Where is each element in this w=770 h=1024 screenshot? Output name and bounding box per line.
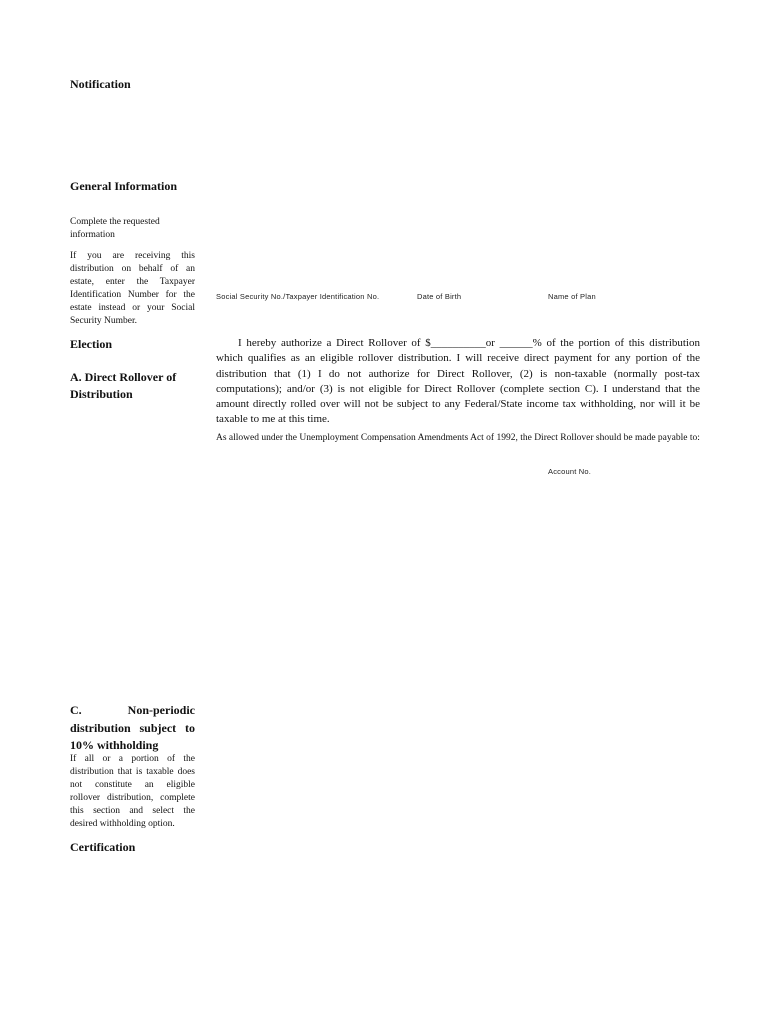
general-information-heading: General Information bbox=[70, 179, 177, 193]
section-c-instruction: If all or a portion of the distribution that is taxable does not constitute an eligible rollover distribution, complete this section and select the desired withholding option. bbox=[70, 754, 195, 829]
dob-field-label: Date of Birth bbox=[417, 292, 462, 301]
plan-name-field-label: Name of Plan bbox=[548, 292, 596, 301]
payable-to-paragraph: As allowed under the Unemployment Compensation Amendments Act of 1992, the Direct Rollover should be made payable to: bbox=[216, 433, 700, 443]
section-c-heading: C. Non-periodic distribution subject to 10% withholding bbox=[70, 703, 195, 752]
certification-heading: Certification bbox=[70, 840, 136, 854]
estate-instruction: If you are receiving this distribution on behalf of an estate, enter the Taxpayer Identification Number for the estate instead or your Social Security Number. bbox=[70, 251, 195, 326]
account-number-label: Account No. bbox=[548, 467, 592, 476]
general-info-instruction: Complete the requested information bbox=[70, 217, 160, 240]
notification-heading: Notification bbox=[70, 77, 131, 91]
ssn-field-label: Social Security No./Taxpayer Identification No. bbox=[216, 292, 380, 301]
section-a-heading: A. Direct Rollover of Distribution bbox=[70, 370, 177, 401]
election-heading: Election bbox=[70, 337, 112, 351]
direct-rollover-paragraph: I hereby authorize a Direct Rollover of $__________or ______% of the portion of this distribution which qualifies as an eligible rollover distribution. I will receive direct payment for any portion of the distribution that (1) I do not authorize for Direct Rollover, (2) is non-taxable (normally post-tax computations); and/or (3) is not eligible for Direct Rollover (complete section C). I understand that the amount directly rolled over will not be subject to any Federal/State income tax withholding, nor will it be taxable to me at this time. bbox=[216, 337, 700, 426]
